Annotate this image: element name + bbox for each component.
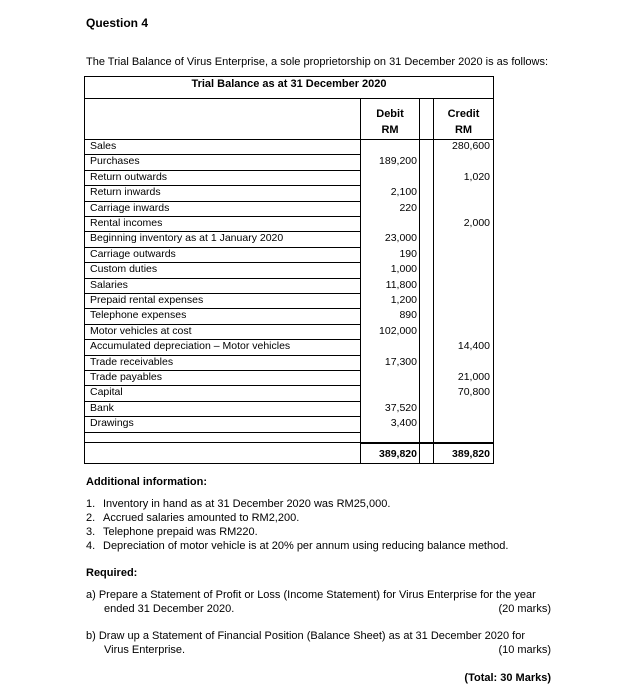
total-credit: 389,820: [452, 448, 490, 460]
additional-item: 1. Inventory in hand as at 31 December 2020 was RM25,000.: [86, 498, 391, 510]
row-label: Accumulated depreciation – Motor vehicles: [90, 340, 291, 353]
total-debit: 389,820: [379, 448, 417, 460]
row-credit: [437, 247, 490, 262]
row-credit: 21,000: [457, 371, 490, 383]
intro-text: The Trial Balance of Virus Enterprise, a sole proprietorship on 31 December 2020 is as follows:: [86, 56, 549, 68]
row-label: Custom duties: [90, 263, 158, 276]
row-label: Return inwards: [90, 186, 161, 199]
row-label: Rental incomes: [90, 217, 163, 229]
row-debit: 17,300: [384, 355, 417, 368]
credit-currency: RM: [454, 124, 473, 136]
marks-b: (10 marks): [498, 644, 551, 656]
question-title: Question 4: [86, 16, 149, 30]
row-label: Prepaid rental expenses: [90, 294, 204, 306]
row-debit: [364, 170, 417, 185]
row-debit: [364, 339, 417, 354]
row-credit: [437, 231, 490, 246]
row-debit: 190: [399, 247, 417, 260]
row-debit: 11,800: [385, 278, 417, 291]
trial-balance-title: Trial Balance as at 31 December 2020: [85, 77, 493, 99]
row-debit: 3,400: [390, 417, 417, 430]
row-debit: 23,000: [384, 232, 417, 245]
additional-item: 4. Depreciation of motor vehicle is at 20% per annum using reducing balance method.: [86, 540, 509, 552]
row-divider: [85, 401, 361, 402]
additional-info-title: Additional information:: [86, 476, 207, 488]
row-credit: [437, 355, 490, 370]
row-debit: 220: [399, 201, 417, 214]
required-title: Required:: [86, 567, 138, 579]
credit-col-left-border: [433, 99, 434, 464]
trial-balance-table: [84, 76, 494, 464]
row-debit: 102,000: [379, 324, 417, 337]
row-credit: 280,600: [452, 140, 490, 152]
row-credit: [437, 293, 490, 308]
row-label: Sales: [90, 140, 117, 152]
row-debit: [364, 139, 417, 154]
row-debit: 189,200: [379, 155, 417, 168]
row-credit: 2,000: [463, 217, 490, 229]
row-credit: [437, 401, 490, 416]
row-label: Motor vehicles at cost: [90, 324, 192, 337]
row-credit: [437, 324, 490, 339]
debit-header: Debit: [376, 108, 404, 120]
credit-col-right-border: [493, 99, 494, 464]
debit-currency: RM: [381, 124, 399, 136]
row-debit: [364, 216, 417, 231]
debit-col-right-border: [419, 99, 420, 464]
row-credit: 14,400: [457, 340, 490, 353]
row-debit: 1,000: [390, 263, 417, 276]
row-credit: [437, 416, 490, 431]
row-debit: 1,200: [390, 294, 417, 306]
row-debit: [364, 385, 417, 400]
row-label: Trade receivables: [90, 355, 174, 368]
row-debit: [364, 370, 417, 385]
row-divider: [85, 432, 361, 433]
row-credit: [437, 308, 490, 323]
row-label: Beginning inventory as at 1 January 2020: [90, 232, 284, 245]
row-debit: 37,520: [384, 401, 417, 414]
header-bottom-border: [85, 139, 493, 140]
row-label: Bank: [90, 401, 114, 414]
row-credit: 70,800: [457, 386, 490, 399]
row-credit: [437, 154, 490, 169]
total-top-border: [360, 443, 494, 444]
row-credit: [437, 185, 490, 200]
row-label: Drawings: [90, 417, 134, 430]
row-label: Carriage outwards: [90, 247, 176, 260]
row-label: Trade payables: [90, 371, 162, 383]
row-debit: 2,100: [390, 186, 417, 199]
additional-item: 3. Telephone prepaid was RM220.: [86, 526, 258, 538]
row-label: Purchases: [90, 155, 140, 168]
row-credit: [437, 278, 490, 293]
credit-header: Credit: [447, 108, 480, 120]
row-label: Return outwards: [90, 170, 168, 183]
total-marks: (Total: 30 Marks): [464, 672, 551, 684]
row-label: Capital: [90, 386, 123, 399]
row-debit: 890: [399, 309, 417, 322]
row-credit: 1,020: [463, 170, 490, 183]
row-label: Telephone expenses: [90, 309, 187, 322]
row-credit: [437, 201, 490, 216]
row-divider: [85, 385, 361, 386]
row-label: Carriage inwards: [90, 201, 170, 214]
row-label: Salaries: [90, 278, 128, 291]
marks-a: (20 marks): [498, 603, 551, 615]
row-credit: [437, 262, 490, 277]
additional-item: 2. Accrued salaries amounted to RM2,200.: [86, 512, 300, 524]
